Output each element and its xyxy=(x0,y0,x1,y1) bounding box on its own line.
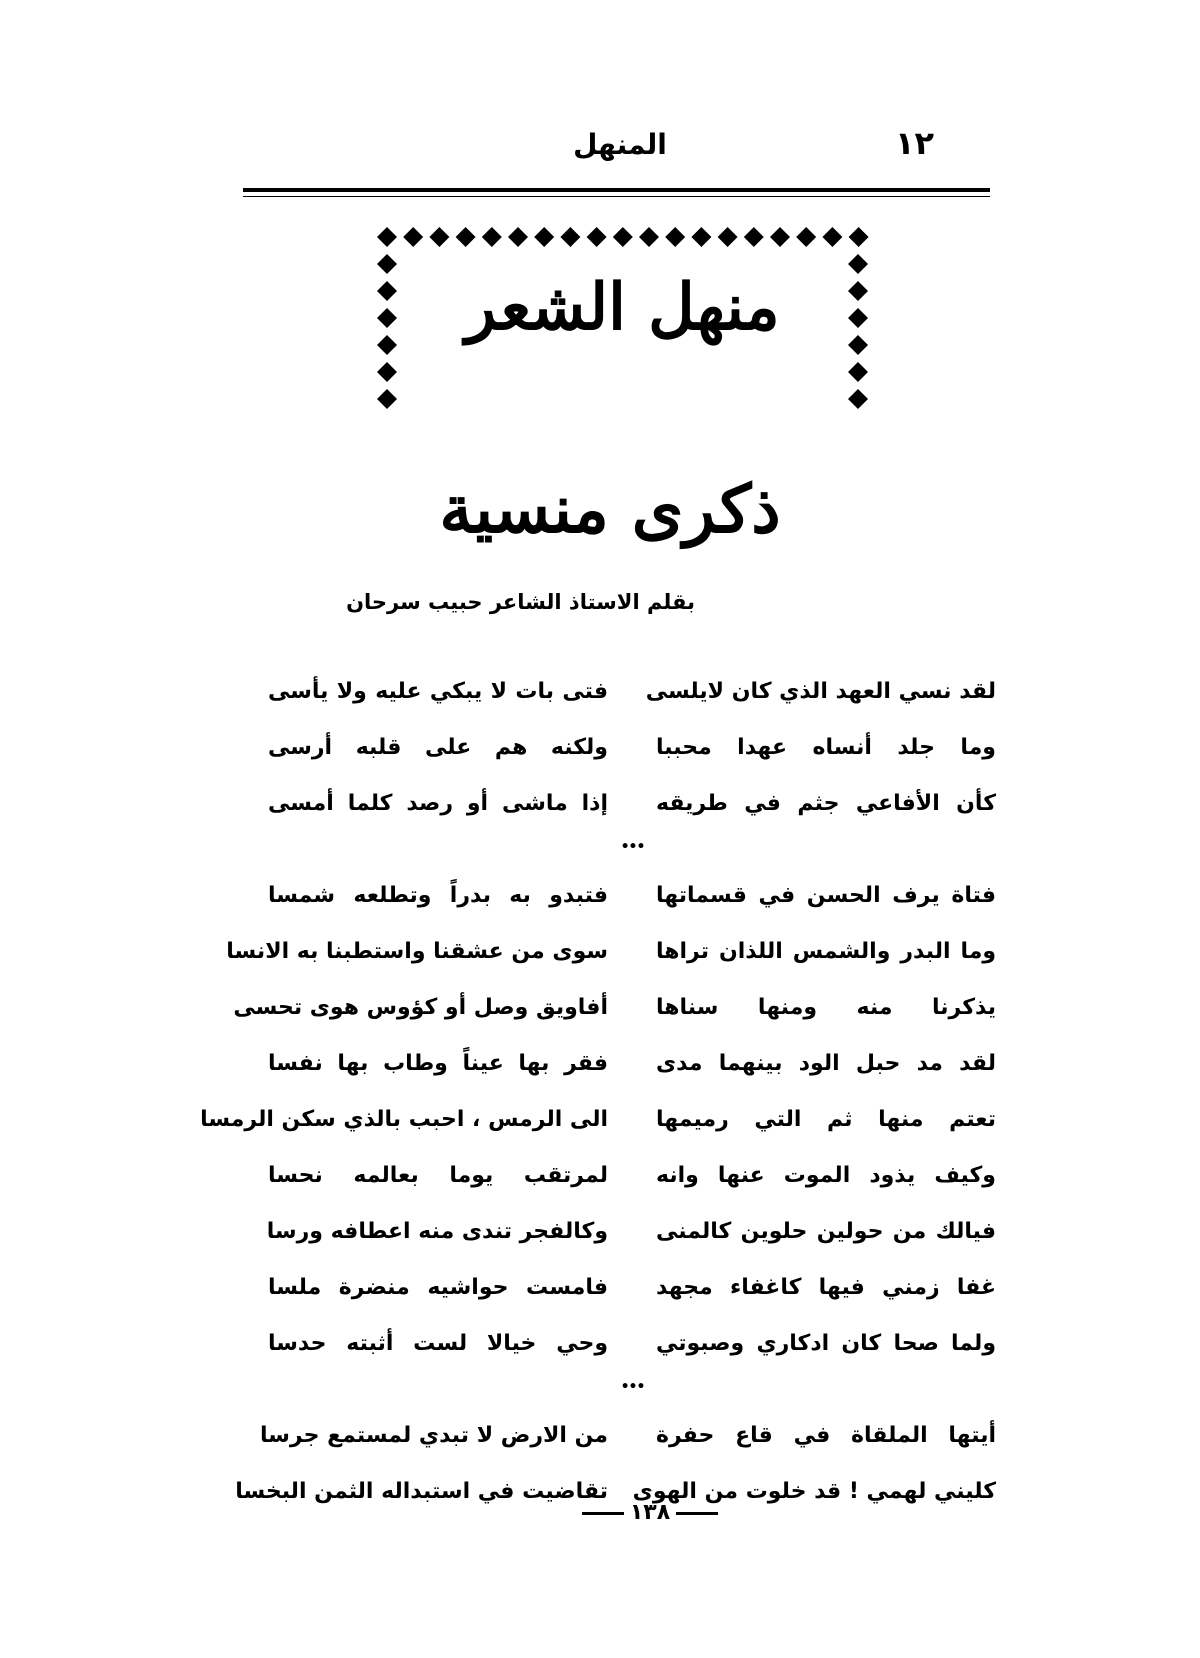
footer xyxy=(560,1500,740,1525)
poem-byline: بقلم الاستاذ الشاعر حبيب سرحان xyxy=(346,590,695,614)
ornament-diamond xyxy=(691,227,711,247)
verse-line xyxy=(268,1268,996,1324)
verse-first-hemistich: غفا زمني فيها كاغفاء مجهد xyxy=(656,1275,996,1300)
ornament-diamond xyxy=(377,227,397,247)
footer-dash-right xyxy=(582,1512,624,1515)
ornament-diamond xyxy=(482,227,502,247)
stanza-separator: ••• xyxy=(620,1379,645,1395)
verse-second-hemistich: تقاضيت في استبداله الثمن البخسا xyxy=(235,1479,608,1504)
ornament-diamond xyxy=(587,227,607,247)
verse-first-hemistich: يذكرنا منه ومنها سناها xyxy=(656,995,996,1020)
ornament-diamond xyxy=(377,389,397,409)
ornament-diamond xyxy=(796,227,816,247)
ornament-diamond xyxy=(377,362,397,382)
verse-second-hemistich: سوى من عشقنا واستطبنا به الانسا xyxy=(226,939,608,964)
footer-page-number: ١٣٨ xyxy=(629,1500,671,1525)
verse-second-hemistich: ولكنه هم على قلبه أرسى xyxy=(268,735,608,760)
verse-line xyxy=(268,1324,996,1380)
verse-line xyxy=(268,728,996,784)
header-rule-thin xyxy=(243,196,990,197)
verse-line xyxy=(268,876,996,932)
ornament-diamond xyxy=(770,227,790,247)
verse-line xyxy=(268,1044,996,1100)
ornament-diamond xyxy=(848,281,868,301)
ornament-diamond xyxy=(848,308,868,328)
verse-line xyxy=(268,1212,996,1268)
ornament-diamond xyxy=(534,227,554,247)
verse-second-hemistich: الى الرمس ، احبب بالذي سكن الرمسا xyxy=(200,1107,608,1132)
verse-second-hemistich: فقر بها عيناً وطاب بها نفسا xyxy=(268,1051,608,1076)
ornament-diamond xyxy=(403,227,423,247)
verse-line xyxy=(268,672,996,728)
verse-first-hemistich: ولما صحا كان ادكاري وصبوتي xyxy=(656,1331,996,1356)
ornament-diamond xyxy=(377,335,397,355)
verse-second-hemistich: أفاويق وصل أو كؤوس هوى تحسى xyxy=(233,995,608,1020)
verse-second-hemistich: لمرتقب يوما بعالمه نحسا xyxy=(268,1163,608,1188)
verse-first-hemistich: وما البدر والشمس اللذان تراها xyxy=(656,939,996,964)
ornament-diamond xyxy=(429,227,449,247)
ornament-diamond xyxy=(377,281,397,301)
ornament-diamond xyxy=(560,227,580,247)
page-number: ١٢ xyxy=(895,124,935,162)
ornament-diamond xyxy=(613,227,633,247)
ornament-diamond xyxy=(744,227,764,247)
verse-first-hemistich: وكيف يذود الموت عنها وانه xyxy=(656,1163,996,1188)
ornament-diamond xyxy=(639,227,659,247)
verse-second-hemistich: وحي خيالا لست أثبته حدسا xyxy=(268,1331,608,1356)
verse-first-hemistich: لقد نسي العهد الذي كان لايلسى xyxy=(645,679,996,704)
header-rule xyxy=(243,188,990,192)
footer-dash-left xyxy=(676,1512,718,1515)
verse-first-hemistich: وما جلد أنساه عهدا محببا xyxy=(656,735,996,760)
verse-line xyxy=(268,784,996,840)
verse-line xyxy=(260,1416,996,1472)
verse-second-hemistich: من الارض لا تبدي لمستمع جرسا xyxy=(260,1423,608,1448)
verse-line xyxy=(268,1156,996,1212)
ornament-diamond xyxy=(377,308,397,328)
ornament-diamond xyxy=(848,335,868,355)
verse-first-hemistich: لقد مد حبل الود بينهما مدى xyxy=(656,1051,996,1076)
section-title: منهل الشعر xyxy=(465,270,780,345)
verse-second-hemistich: فتبدو به بدراً وتطلعه شمسا xyxy=(268,883,608,908)
verse-first-hemistich: فتاة يرف الحسن في قسماتها xyxy=(656,883,996,908)
ornament-diamond xyxy=(848,254,868,274)
verse-first-hemistich: كليني لهمي ! قد خلوت من الهوى xyxy=(632,1479,996,1504)
ornament-diamond xyxy=(849,227,869,247)
verse-second-hemistich: فتى بات لا يبكي عليه ولا يأسى xyxy=(268,679,608,704)
ornament-diamond xyxy=(456,227,476,247)
stanza-separator: ••• xyxy=(620,839,645,855)
ornament-diamond xyxy=(377,254,397,274)
ornament-diamond xyxy=(718,227,738,247)
verse-line xyxy=(226,932,996,988)
verse-first-hemistich: فيالك من حولين حلوين كالمنى xyxy=(656,1219,996,1244)
verse-first-hemistich: تعتم منها ثم التي رميمها xyxy=(656,1107,996,1132)
verse-first-hemistich: كأن الأفاعي جثم في طريقه xyxy=(656,791,996,816)
verse-second-hemistich: إذا ماشى أو رصد كلما أمسى xyxy=(268,791,608,816)
ornament-diamond xyxy=(508,227,528,247)
verse-line xyxy=(233,988,996,1044)
running-head: المنهل xyxy=(573,128,667,161)
poem-body xyxy=(200,672,996,1528)
ornament-diamond xyxy=(848,362,868,382)
verse-first-hemistich: أيتها الملقاة في قاع حفرة xyxy=(656,1423,996,1448)
poem-title: ذكرى منسية xyxy=(439,470,781,548)
ornament-diamond xyxy=(848,389,868,409)
verse-second-hemistich: وكالفجر تندى منه اعطافه ورسا xyxy=(266,1219,608,1244)
verse-second-hemistich: فامست حواشيه منضرة ملسا xyxy=(268,1275,608,1300)
ornament-diamond xyxy=(822,227,842,247)
ornament-diamond xyxy=(665,227,685,247)
verse-line xyxy=(200,1100,996,1156)
